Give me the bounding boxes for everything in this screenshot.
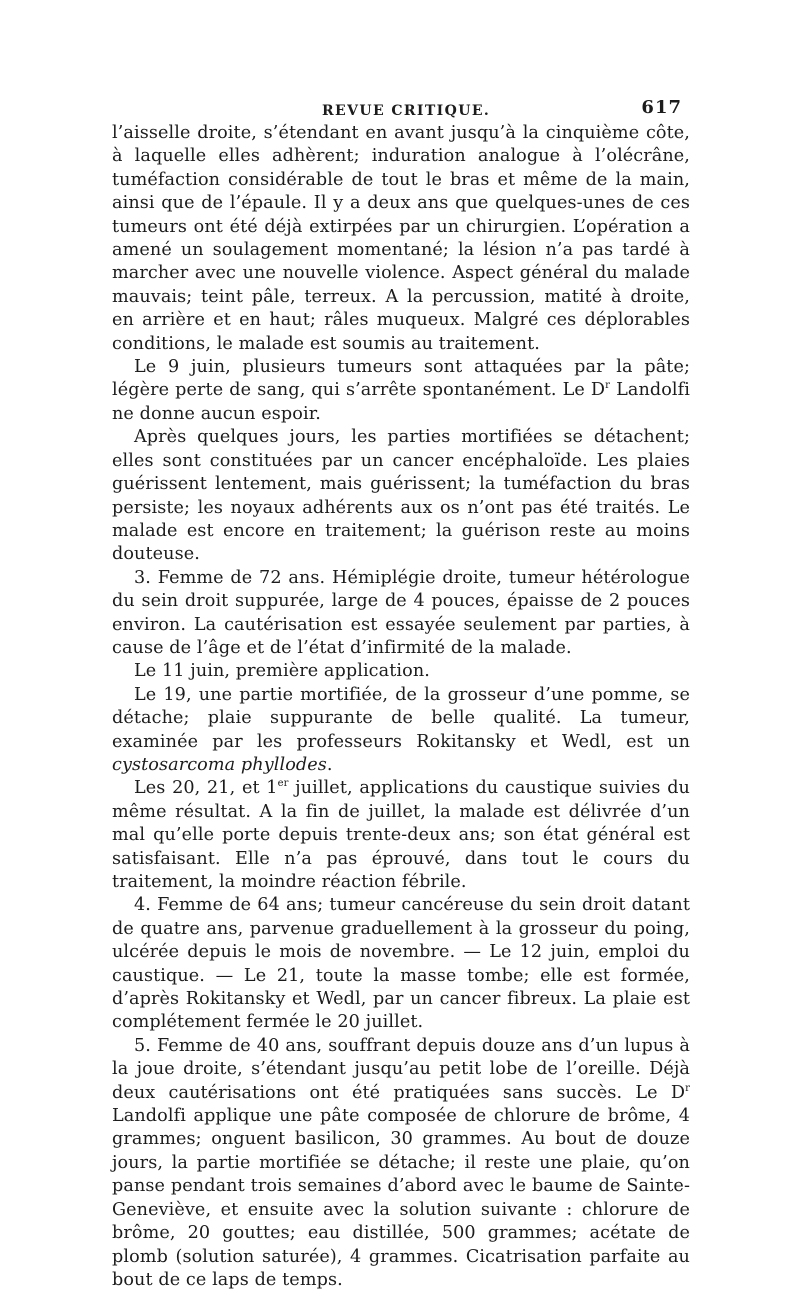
paragraph-after-days: Après quelques jours, les parties mortifiées se détachent; elles sont constituées par un cancer encéphaloïde. Les plaies guérissent lentement, mais guérissent; la tuméfaction du bras persiste; les noyaux adhérents aux os n’ont pas été traités. Le malade est encore en traitement; la guérison reste au moins douteuse. (112, 427, 690, 565)
paragraph-june-11: Le 11 juin, première application. (134, 661, 430, 682)
paragraph-july: Les 20, 21, et 1er juillet, applications du caustique suivies du même résultat. A la fin de juillet, la malade est délivrée d’un mal qu’elle porte depuis trente-deux ans; son état général est satisfaisant. Elle n’a pas éprouvé, dans tout le cours du traitement, la moindre réaction fébrile. (112, 778, 690, 892)
paragraph-case-3: 3. Femme de 72 ans. Hémiplégie droite, tumeur hétérologue du sein droit suppurée, large de 4 pouces, épaisse de 2 pouces environ. La cautérisation est essayée seulement par parties, à cause de l’âge et de l’état d’infirmité de la malade. (112, 567, 690, 658)
paragraph-continuation: l’aisselle droite, s’étendant en avant jusqu’à la cinquième côte, à laquelle elles adhèrent; induration analogue à l’olécrâne, tuméfaction considérable de tout le bras et même de la main, ainsi que de l’épaule. Il y a deux ans que quelques-unes de ces tumeurs ont été déjà extirpées par un chirurgien. L’opération a amené un soulagement momentané; la lésion n’a pas tardé à marcher avec une nouvelle violence. Aspect général du malade mauvais; teint pâle, terreux. A la percussion, matité à droite, en arrière et en haut; râles muqueux. Malgré ces déplorables conditions, le malade est soumis au traitement. (112, 123, 690, 354)
paragraph-june-19: Le 19, une partie mortifiée, de la grosseur d’une pomme, se détache; plaie suppurante de belle qualité. La tumeur, examinée par les professeurs Rokitansky et Wedl, est un cystosarcoma phyllodes. (112, 684, 690, 775)
paragraph-june-9: Le 9 juin, plusieurs tumeurs sont attaquées par la pâte; légère perte de sang, qui s’arrête spontanément. Le $D^r$ Landolfi ne donne aucun espoir. (112, 357, 690, 424)
running-header (112, 96, 690, 122)
paragraph-case-5: 5. Femme de 40 ans, souffrant depuis douze ans d’un lupus à la joue droite, s’étendant jusqu’au petit lobe de l’oreille. Déjà deux cautérisations ont été pratiquées sans succès. Le $D^r$ Landolfi applique une pâte composée de chlorure de brôme, 4 grammes; onguent basilicon, 30 grammes. Au bout de douze jours, la partie mortifiée se détache; il reste une plaie, qu’on panse pendant trois semaines d’abord avec le baume de Sainte-Geneviève, et ensuite avec la solution suivante : chlorure de brôme, 20 gouttes; eau distillée, 500 grammes; acétate de plomb (solution saturée), 4 grammes. Cicatrisation parfaite au bout de ce laps de temps. (112, 1035, 690, 1290)
document-page (112, 96, 690, 1292)
page-number: 617 (641, 97, 682, 118)
running-title: REVUE CRITIQUE. (322, 103, 491, 119)
paragraph-case-4: 4. Femme de 64 ans; tumeur cancéreuse du sein droit datant de quatre ans, parvenue graduellement à la grosseur du poing, ulcérée depuis le mois de novembre. — Le 12 juin, emploi du caustique. — Le 21, toute la masse tombe; elle est formée, d’après Rokitansky et Wedl, par un cancer fibreux. La plaie est complétement fermée le 20 juillet. (112, 895, 690, 1033)
